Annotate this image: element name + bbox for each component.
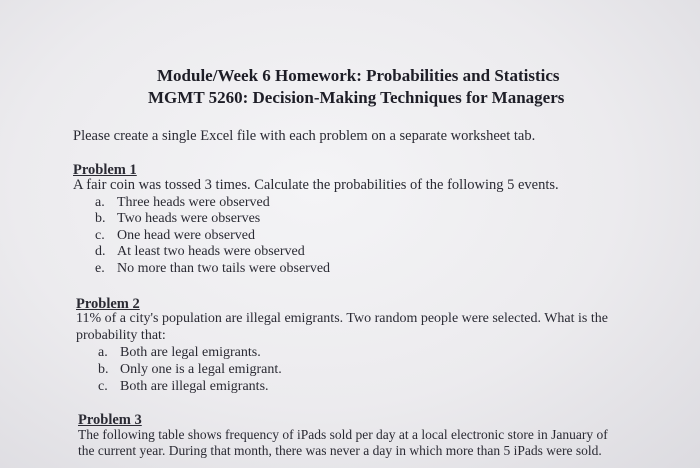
item-text: One head were observed <box>117 228 255 243</box>
item-label: b. <box>98 362 109 377</box>
problem-2-prompt-line1: 11% of a city's population are illegal emigrants. Two random people were selected. What is the <box>76 311 608 326</box>
item-label: b. <box>95 211 106 226</box>
item-label: e. <box>95 261 105 276</box>
item-label: c. <box>95 228 105 243</box>
item-label: d. <box>95 244 106 259</box>
problem-2-prompt-line2: probability that: <box>76 328 166 343</box>
item-text: At least two heads were observed <box>117 244 305 259</box>
course-title: MGMT 5260: Decision-Making Techniques for Managers <box>148 88 565 107</box>
problem-3-prompt-line1: The following table shows frequency of iPads sold per day at a local electronic store in January of <box>78 427 608 442</box>
instructions-text: Please create a single Excel file with each problem on a separate worksheet tab. <box>73 128 536 144</box>
list-item <box>95 211 260 227</box>
problem-1-heading: Problem 1 <box>73 162 137 178</box>
item-text: Three heads were observed <box>117 195 270 210</box>
problem-3-prompt-line2: the current year. During that month, there was never a day in which more than 5 iPads were sold. <box>78 443 602 458</box>
problem-2-heading: Problem 2 <box>76 296 140 312</box>
item-text: No more than two tails were observed <box>117 261 331 276</box>
list-item <box>95 244 305 260</box>
item-label: a. <box>98 345 108 360</box>
item-text: Both are legal emigrants. <box>120 345 261 360</box>
list-item <box>98 345 261 361</box>
item-text: Both are illegal emigrants. <box>120 379 269 394</box>
list-item <box>98 379 269 395</box>
list-item <box>95 195 270 211</box>
item-label: a. <box>95 195 105 210</box>
item-text: Only one is a legal emigrant. <box>120 362 282 377</box>
list-item <box>98 362 282 378</box>
problem-1-prompt: A fair coin was tossed 3 times. Calculate the probabilities of the following 5 events. <box>73 177 559 193</box>
item-text: Two heads were observes <box>117 211 261 226</box>
item-label: c. <box>98 379 108 394</box>
page-title: Module/Week 6 Homework: Probabilities and Statistics <box>157 66 560 85</box>
list-item <box>95 228 255 244</box>
list-item <box>95 261 330 277</box>
problem-3-heading: Problem 3 <box>78 412 142 428</box>
